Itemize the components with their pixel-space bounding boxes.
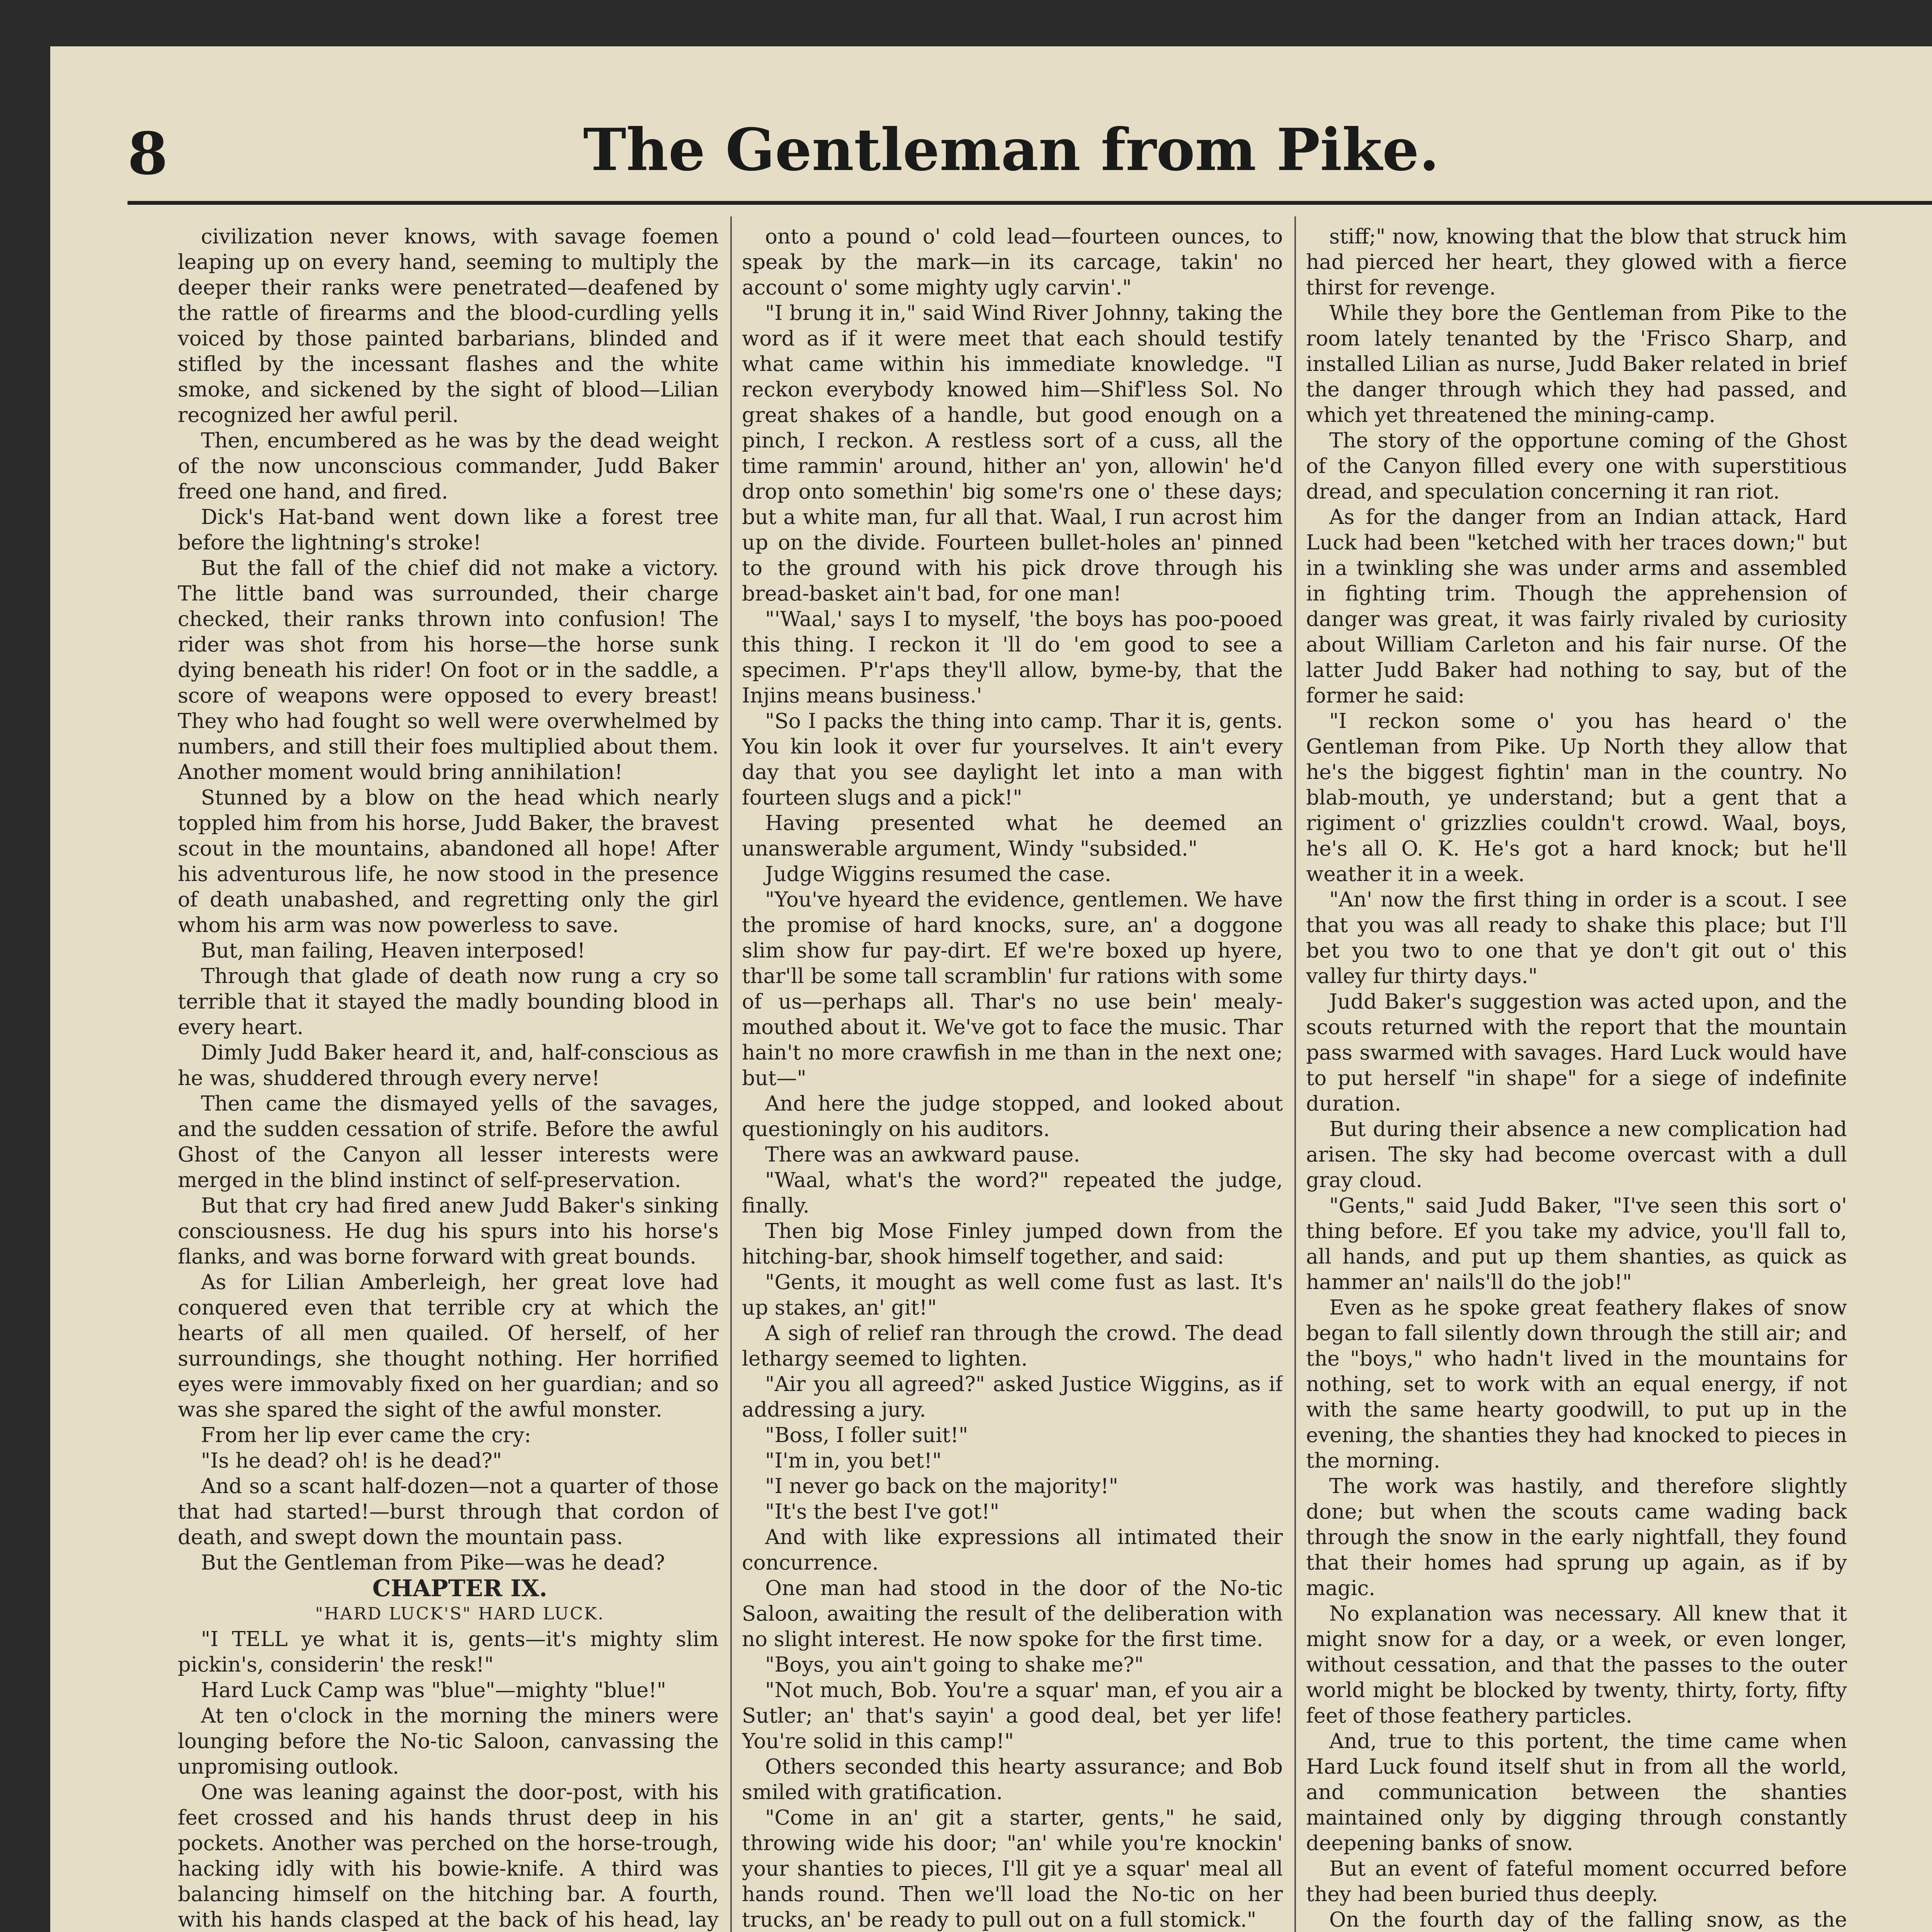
paragraph: While they bore the Gentleman from Pike to the room lately tenanted by the 'Frisco Sharp, and installed Lilian as nurse, Judd Baker related in brief the danger through which they had passed, and which yet threatened the mining-camp. [1306, 301, 1847, 427]
column-2 [742, 224, 1283, 1932]
paragraph: And, true to this portent, the time came when Hard Luck found itself shut in from all the world, and communication between the shanties maintained only by digging through constantly deepening banks of snow. [1306, 1730, 1847, 1855]
paragraph: The work was hastily, and therefore slightly done; but when the scouts came wading back through the snow in the early nightfall, they found that their homes had sprung up again, as if by magic. [1306, 1475, 1847, 1600]
paragraph: Then, encumbered as he was by the dead weight of the now unconscious commander, Judd Baker freed one hand, and fired. [178, 429, 719, 503]
paragraph: Dimly Judd Baker heard it, and, half-conscious as he was, shuddered through every nerve! [178, 1041, 719, 1090]
col1-body-2 [178, 1627, 719, 1932]
paragraph: Even as he spoke great feathery flakes of snow began to fall silently down through the still air; and the "boys," who hadn't lived in the mountains for nothing, set to work with an equal energy, if not with the same hearty goodwill, to put up in the evening, the shanties they had knocked to pieces in the morning. [1306, 1296, 1847, 1473]
paragraph: "Boys, you ain't going to shake me?" [765, 1653, 1144, 1677]
paragraph: But an event of fateful moment occurred before they had been buried thus deeply. [1306, 1857, 1847, 1906]
column-divider [730, 216, 732, 1932]
paragraph: Hard Luck Camp was "blue"—mighty "blue!" [201, 1679, 667, 1702]
paragraph: "I reckon some o' you has heard o' the Gentleman from Pike. Up North they allow that he's the biggest fightin' man in the country. No blab-mouth, ye understand; but a gent that a rigiment o' grizzlies couldn't crowd. Waal, boys, he's all O. K. He's got a hard knock; but he'll weather it in a week. [1306, 709, 1847, 886]
paragraph: "Gents, it mought as well come fust as last. It's up stakes, an' git!" [742, 1270, 1283, 1320]
paragraph: "Come in an' git a starter, gents," he said, throwing wide his door; "an' while you're knockin' your shanties to pieces, I'll git ye a squar' meal all hands round. Then we'll load the No-tic on her trucks, an' be ready to pull out on a full stomick." [742, 1806, 1283, 1932]
column-divider [1294, 216, 1296, 1932]
paragraph: Judd Baker's suggestion was acted upon, and the scouts returned with the report that the mountain pass swarmed with savages. Hard Luck would have to put herself "in shape" for a siege of indefinite duration. [1306, 990, 1847, 1116]
paragraph: And here the judge stopped, and looked about questioningly on his auditors. [742, 1092, 1283, 1141]
paragraph: Dick's Hat-band went down like a forest tree before the lightning's stroke! [178, 505, 719, 554]
page-number: 8 [128, 120, 168, 188]
paragraph: "'Waal,' says I to myself, 'the boys has poo-pooed this thing. I reckon it 'll do 'em good to see a specimen. P'r'aps they'll allow, byme-by, that the Injins means business.' [742, 607, 1283, 707]
paragraph: Then big Mose Finley jumped down from the hitching-bar, shook himself together, and said: [742, 1219, 1283, 1269]
column-1 [178, 224, 719, 1932]
paragraph: A sigh of relief ran through the crowd. The dead lethargy seemed to lighten. [742, 1321, 1283, 1371]
paragraph: "It's the best I've got!" [765, 1500, 999, 1524]
paragraph: Through that glade of death now rung a cry so terrible that it stayed the madly bounding blood in every heart. [178, 964, 719, 1039]
paragraph: One was leaning against the door-post, with his feet crossed and his hands thrust deep in his pockets. Another was perched on the horse-trough, hacking idly with his bowie-knife. A third was balancing himself on the hitching bar. A fourth, with his hands clasped at the back of his head, lay [178, 1781, 719, 1932]
paragraph: "Gents," said Judd Baker, "I've seen this sort o' thing before. Ef you take my advice, you'll fall to, all hands, and put up them shanties, as quick as hammer an' nails'll do the job!" [1306, 1194, 1847, 1294]
paragraph: From her lip ever came the cry: [201, 1423, 531, 1447]
paragraph: onto a pound o' cold lead—fourteen ounces, to speak by the mark—in its carcage, takin' no account o' some mighty ugly carvin'." [742, 225, 1283, 299]
col3-body-1 [1306, 224, 1847, 1932]
paragraph: Stunned by a blow on the head which nearly toppled him from his horse, Judd Baker, the bravest scout in the mountains, abandoned all hope! After his adventurous life, he now stood in the presence of death unabashed, and regretting only the girl whom his arm was now powerless to save. [178, 786, 719, 937]
paragraph: Others seconded this hearty assurance; and Bob smiled with gratification. [742, 1755, 1283, 1804]
paragraph: One man had stood in the door of the No-tic Saloon, awaiting the result of the deliberation with no slight interest. He now spoke for the first time. [742, 1577, 1283, 1651]
page-title: The Gentleman from Pike. [583, 116, 1439, 184]
paragraph: "I'm in, you bet!" [765, 1449, 942, 1473]
paragraph: civilization never knows, with savage foemen leaping up on every hand, seeming to multiply the deeper their ranks were penetrated—deafened by the rattle of firearms and the blood-curdling yells voiced by those painted barbarians, blinded and stifled by the incessant flashes and the white smoke, and sickened by the sight of blood—Lilian recognized her awful peril. [178, 225, 719, 427]
paragraph: "So I packs the thing into camp. Thar it is, gents. You kin look it over fur yourselves. It ain't every day that you see daylight let into a man with fourteen slugs and a pick!" [742, 709, 1283, 810]
paragraph: But during their absence a new complication had arisen. The sky had become overcast with a dull gray cloud. [1306, 1117, 1847, 1192]
col1-body-1 [178, 224, 719, 1576]
paragraph: "You've hyeard the evidence, gentlemen. We have the promise of hard knocks, sure, an' a doggone slim show fur pay-dirt. Ef we're boxed up hyere, thar'll be some tall scramblin' fur rations with some of us—perhaps all. Thar's no use bein' mealy-mouthed about it. We've got to face the music. Thar hain't no more crawfish in me than in the next one; but—" [742, 888, 1283, 1090]
paragraph: No explanation was necessary. All knew that it might snow for a day, or a week, or even longer, without cessation, and that the passes to the outer world might be blocked by twenty, thirty, forty, fifty feet of those feathery particles. [1306, 1602, 1847, 1728]
paragraph: "Boss, I foller suit!" [765, 1423, 968, 1447]
paragraph: "Air you all agreed?" asked Justice Wiggins, as if addressing a jury. [742, 1372, 1283, 1422]
column-3 [1306, 224, 1847, 1932]
paragraph: "Not much, Bob. You're a squar' man, ef you air a Sutler; an' that's sayin' a good deal, bet yer life! You're solid in this camp!" [742, 1679, 1283, 1753]
paragraph: "An' now the first thing in order is a scout. I see that you was all ready to shake this place; but I'll bet you two to one that ye don't git out o' this valley fur thirty days." [1306, 888, 1847, 988]
paragraph: Judge Wiggins resumed the case. [765, 862, 1111, 886]
chapter-subtitle-ix: "HARD LUCK'S" HARD LUCK. [315, 1604, 605, 1624]
paragraph: At ten o'clock in the morning the miners were lounging before the No-tic Saloon, canvassing the unpromising outlook. [178, 1704, 719, 1779]
col2-body [742, 224, 1283, 1932]
paragraph: On the fourth day of the falling snow, as the [1329, 1908, 1847, 1932]
paragraph: stiff;" now, knowing that the blow that struck him had pierced her heart, they glowed with a fierce thirst for revenge. [1306, 225, 1847, 299]
paragraph: "Waal, what's the word?" repeated the judge, finally. [742, 1168, 1283, 1218]
paragraph: And so a scant half-dozen—not a quarter of those that had started!—burst through that cordon of death, and swept down the mountain pass. [178, 1475, 719, 1549]
paragraph: There was an awkward pause. [765, 1143, 1080, 1167]
paragraph: "I brung it in," said Wind River Johnny, taking the word as if it were meet that each should testify what came within his immediate knowledge. "I reckon everybody knowed him—Shif'less Sol. No great shakes of a handle, but good enough on a pinch, I reckon. A restless sort of a cuss, all the time rammin' around, hither an' yon, allowin' he'd drop onto somethin' big some'rs one o' these days; but a white man, fur all that. Waal, I run acrost him up on the divide. Fourteen bullet-holes an' pinned to the ground with his pick drove through his bread-basket ain't bad, for one man! [742, 301, 1283, 605]
chapter-heading-ix: CHAPTER IX. [372, 1575, 548, 1602]
paragraph: "I never go back on the majority!" [765, 1475, 1118, 1498]
paragraph: Having presented what he deemed an unanswerable argument, Windy "subsided." [742, 811, 1283, 861]
paragraph: But the fall of the chief did not make a victory. The little band was surrounded, their charge checked, their ranks thrown into confusion! The rider was shot from his horse—the horse sunk dying beneath his rider! On foot or in the saddle, a score of weapons were opposed to every breast! They who had fought so well were overwhelmed by numbers, and still their foes multiplied about them. Another moment would bring annihilation! [178, 556, 719, 784]
paragraph: "I TELL ye what it is, gents—it's mighty slim pickin's, considerin' the resk!" [178, 1628, 719, 1677]
paragraph: But the Gentleman from Pike—was he dead? [201, 1551, 665, 1575]
paragraph: And with like expressions all intimated their concurrence. [742, 1526, 1283, 1575]
paragraph: Then came the dismayed yells of the savages, and the sudden cessation of strife. Before the awful Ghost of the Canyon all lesser interests were merged in the blind instinct of self-preservation. [178, 1092, 719, 1192]
paragraph: But, man failing, Heaven interposed! [201, 939, 585, 963]
paragraph: As for Lilian Amberleigh, her great love had conquered even that terrible cry at which the hearts of all men quailed. Of herself, of her surroundings, she thought nothing. Her horrified eyes were immovably fixed on her guardian; and so was she spared the sight of the awful monster. [178, 1270, 719, 1422]
paragraph: The story of the opportune coming of the Ghost of the Canyon filled every one with superstitious dread, and speculation concerning it ran riot. [1306, 429, 1847, 503]
paragraph: But that cry had fired anew Judd Baker's sinking consciousness. He dug his spurs into his horse's flanks, and was borne forward with great bounds. [178, 1194, 719, 1269]
paragraph: As for the danger from an Indian attack, Hard Luck had been "ketched with her traces down;" but in a twinkling she was under arms and assembled in fighting trim. Though the apprehension of danger was great, it was fairly rivaled by curiosity about William Carleton and his fair nurse. Of the latter Judd Baker had nothing to say, but of the former he said: [1306, 505, 1847, 707]
header-rule [128, 201, 1932, 205]
paragraph: "Is he dead? oh! is he dead?" [201, 1449, 502, 1473]
